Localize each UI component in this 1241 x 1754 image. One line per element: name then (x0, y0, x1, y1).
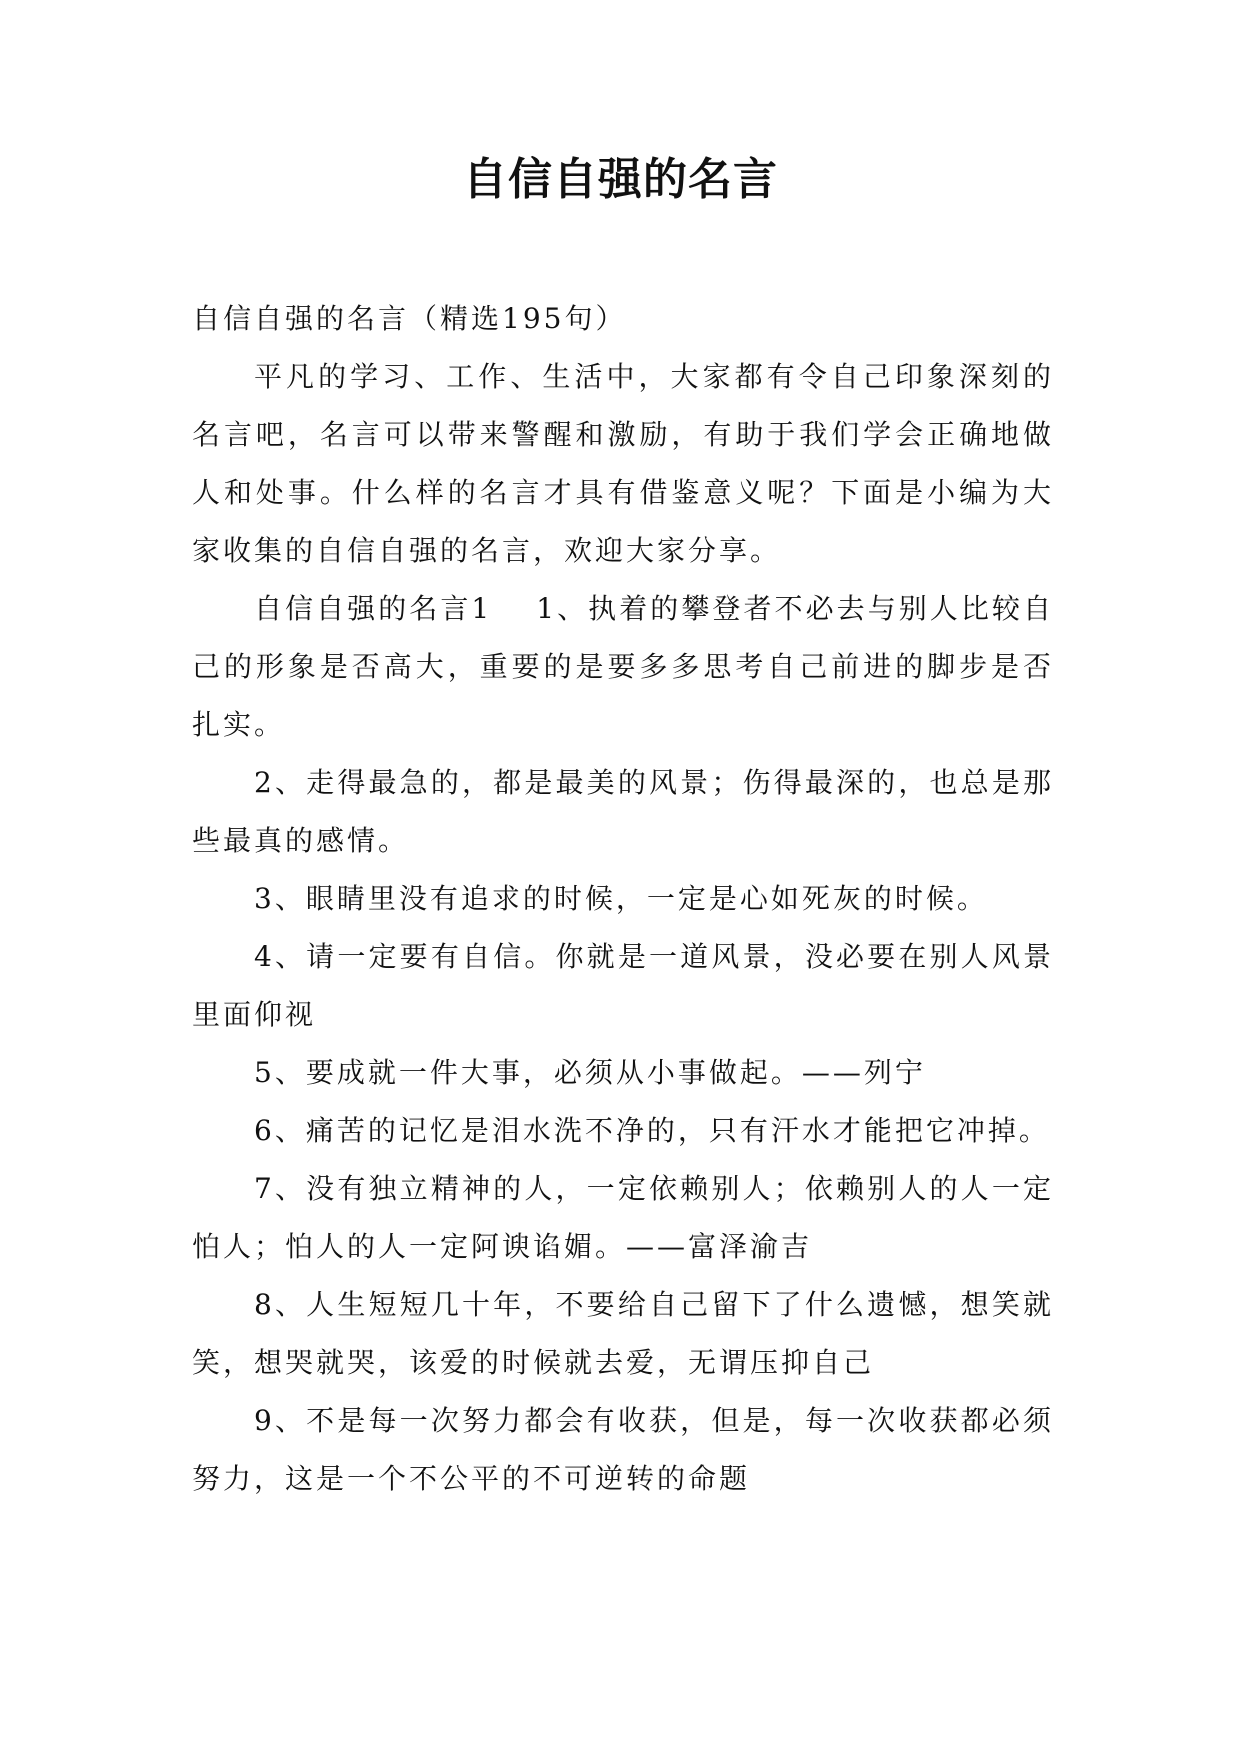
quote-paragraph-9: 9、不是每一次努力都会有收获，但是，每一次收获都必须努力，这是一个不公平的不可逆转的命题 (192, 1404, 1054, 1495)
quote-paragraph-7: 7、没有独立精神的人，一定依赖别人；依赖别人的人一定怕人；怕人的人一定阿谀谄媚。——富泽渝吉 (192, 1172, 1054, 1263)
quote-text: 1、执着的攀登者不必去与别人比较自己的形象是否高大，重要的是要多多思考自己前进的脚步是否扎实。 (192, 592, 1054, 741)
quote-paragraph-3: 3、眼睛里没有追求的时候，一定是心如死灰的时候。 (254, 882, 988, 915)
quote-paragraph-6: 6、痛苦的记忆是泪水洗不净的，只有汗水才能把它冲掉。 (254, 1114, 1050, 1147)
quote-paragraph-2: 2、走得最急的，都是最美的风景；伤得最深的，也总是那些最真的感情。 (192, 766, 1054, 857)
quote-paragraph-1 (192, 580, 1054, 754)
document-body (192, 290, 1054, 1508)
quote-paragraph-5: 5、要成就一件大事，必须从小事做起。——列宁 (254, 1056, 926, 1089)
document-title: 自信自强的名言 (463, 154, 778, 205)
intro-paragraph: 平凡的学习、工作、生活中，大家都有令自己印象深刻的名言吧，名言可以带来警醒和激励，有助于我们学会正确地做人和处事。什么样的名言才具有借鉴意义呢？下面是小编为大家收集的自信自强的名言，欢迎大家分享。 (192, 360, 1054, 567)
document-subtitle: 自信自强的名言（精选195句） (192, 302, 627, 335)
quote-paragraph-4: 4、请一定要有自信。你就是一道风景，没必要在别人风景里面仰视 (192, 940, 1054, 1031)
quote-paragraph-8: 8、人生短短几十年，不要给自己留下了什么遗憾，想笑就笑，想哭就哭，该爱的时候就去爱，无谓压抑自己 (192, 1288, 1054, 1379)
section-heading: 自信自强的名言1 (254, 592, 493, 625)
